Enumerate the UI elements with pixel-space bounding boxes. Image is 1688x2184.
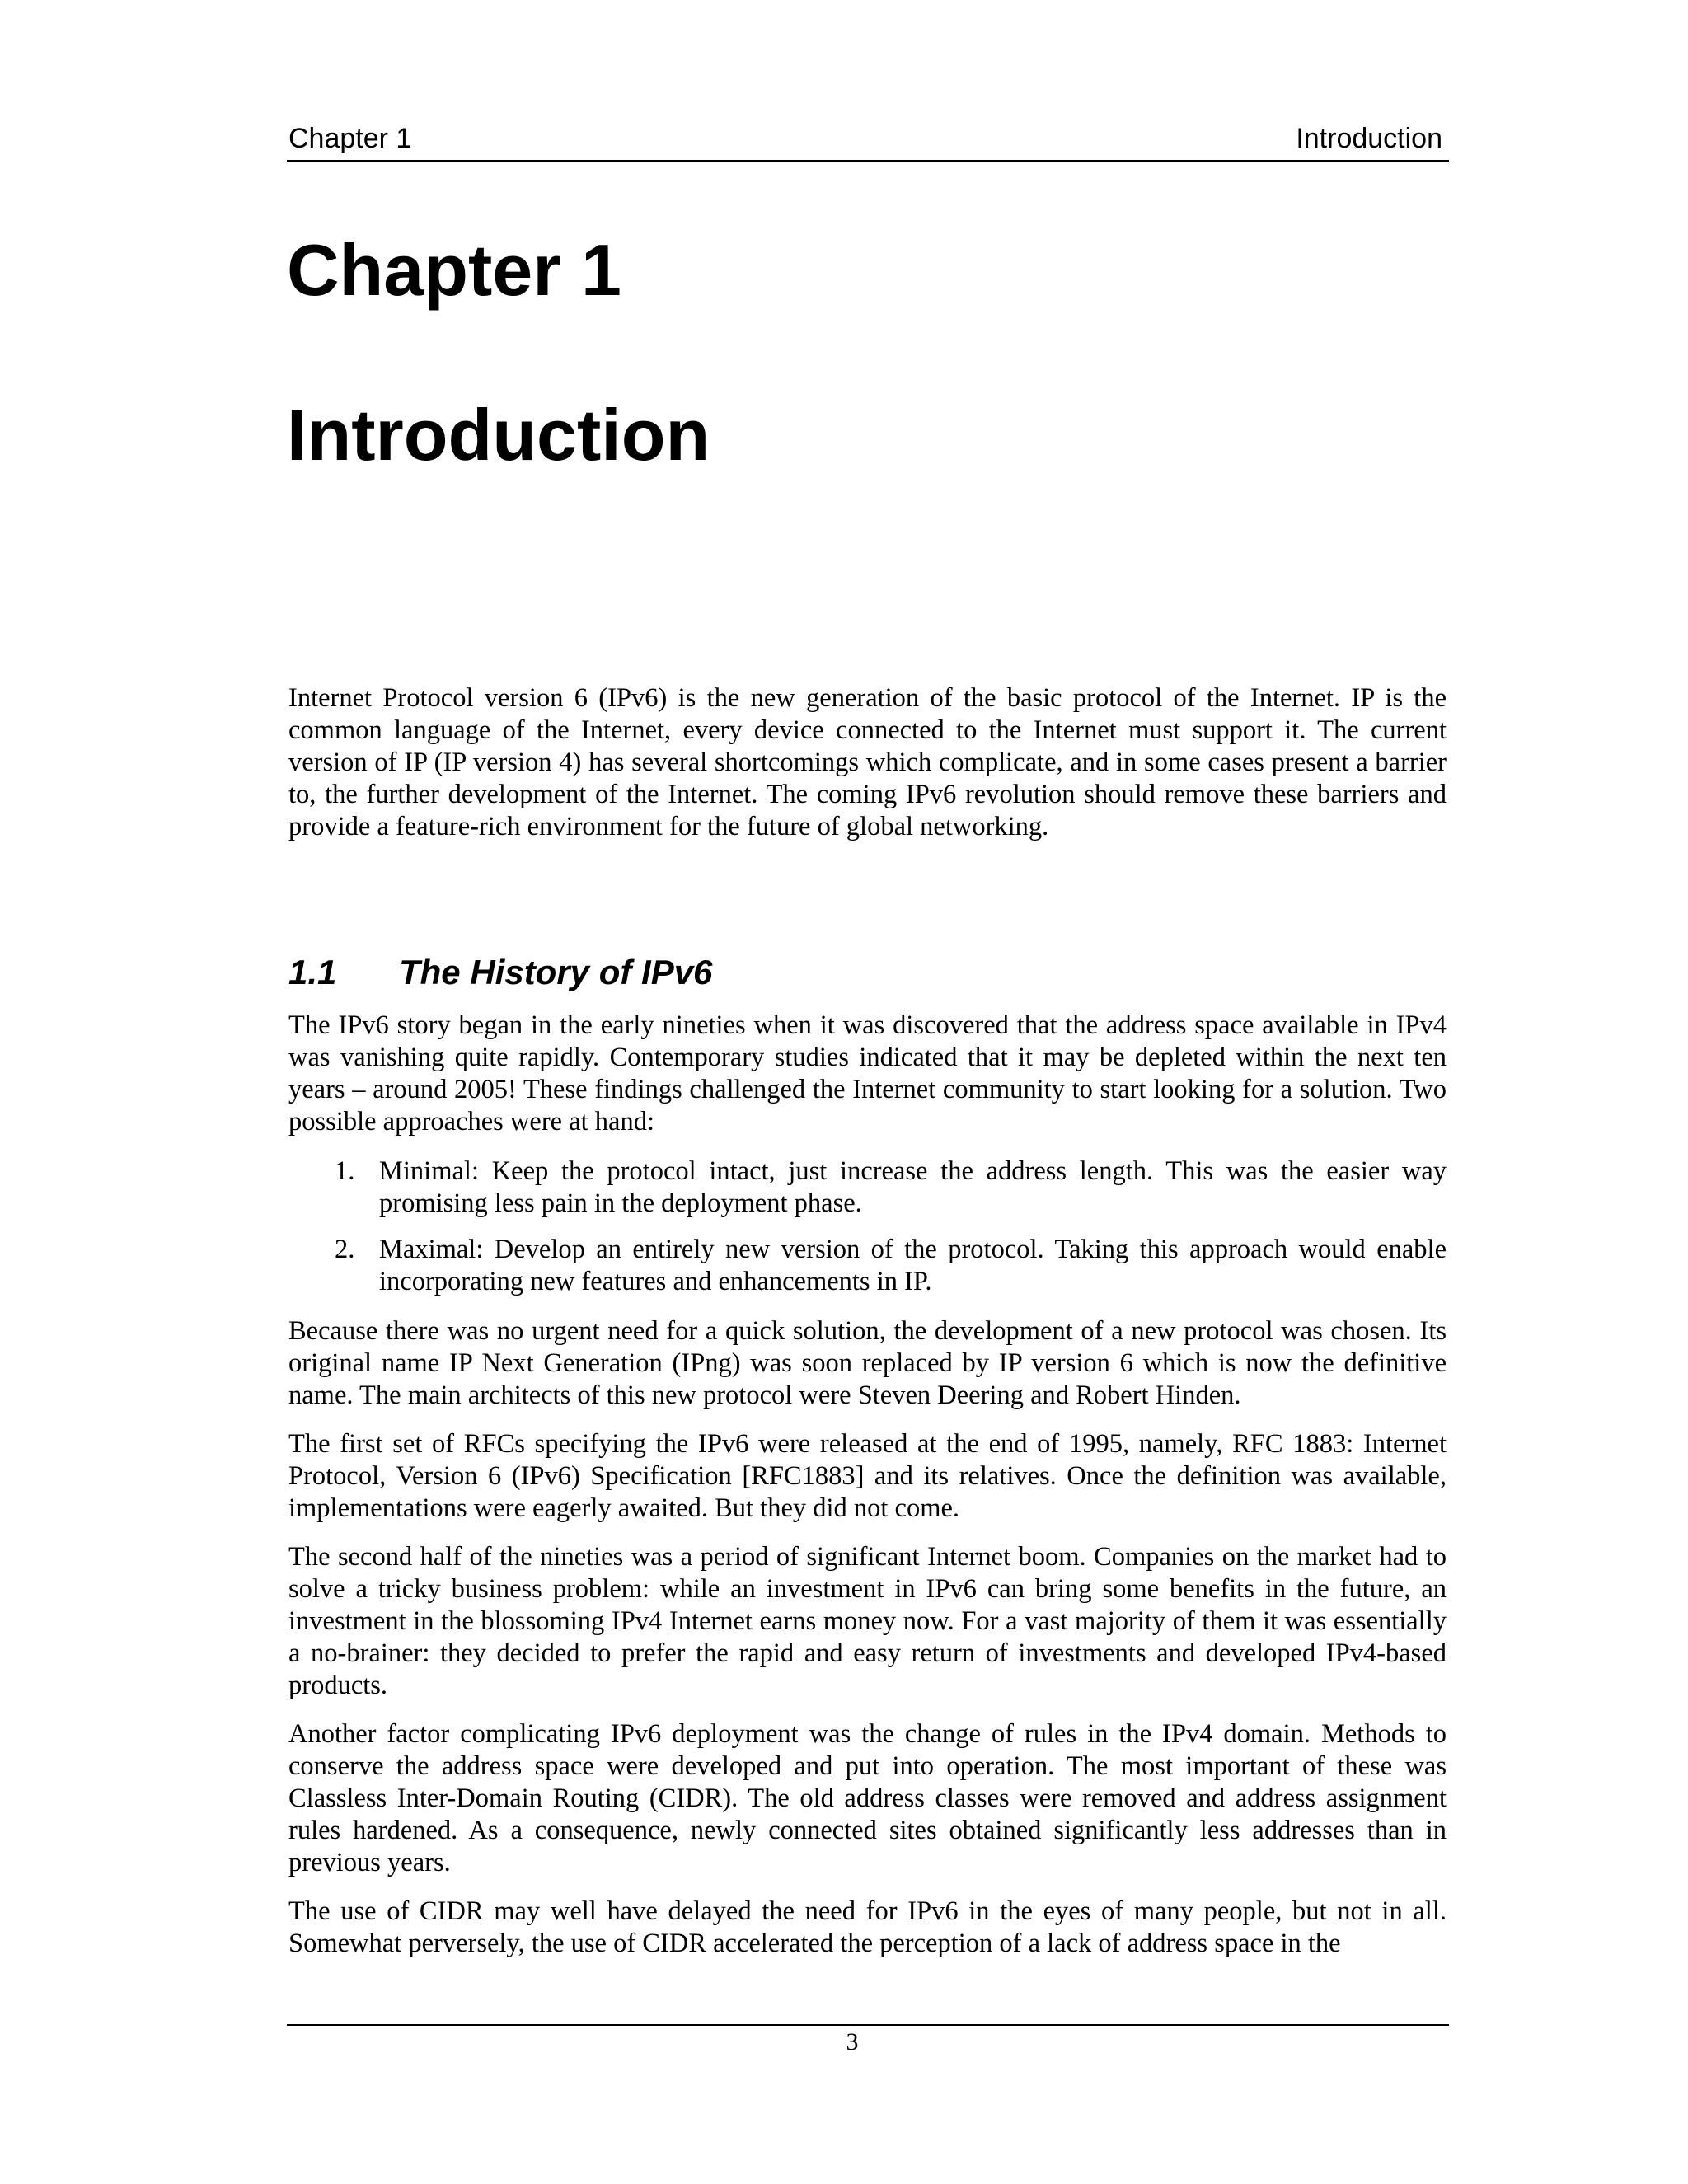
approaches-list bbox=[288, 1155, 1447, 1312]
paragraph-cidr: The use of CIDR may well have delayed the need for IPv6 in the eyes of many people, but not in all. Somewhat perversely, the use of CIDR accelerated the perception of a lack of address space in the bbox=[288, 1896, 1447, 1958]
paragraph-ipv4-rules: Another factor complicating IPv6 deployment was the change of rules in the IPv4 domain. Methods to conserve the address space were developed and put into operation. The most important of these was Classless Inter-Domain Routing (CIDR). The old address classes were removed and address assignment rules hardened. As a consequence, newly connected sites obtained significantly less addresses than in previous years. bbox=[288, 1719, 1447, 1877]
paragraph-rfc-release: The first set of RFCs specifying the IPv6 were released at the end of 1995, namely, RFC 1883: Internet Protocol, Version 6 (IPv6) Specification [RFC1883] and its relatives. Once the definition was available, implementations were eagerly awaited. But they did not come. bbox=[288, 1429, 1447, 1523]
running-header bbox=[287, 120, 1449, 162]
list-item-text: Minimal: Keep the protocol intact, just increase the address length. This was the easier way promising less pain in the deployment phase. bbox=[379, 1156, 1447, 1218]
intro-paragraph: Internet Protocol version 6 (IPv6) is the new generation of the basic protocol of the Internet. IP is the common language of the Internet, every device connected to the Internet must support it. The current version of IP (IP version 4) has several shortcomings which complicate, and in some cases present a barrier to, the further development of the Internet. The coming IPv6 revolution should remove these barriers and provide a feature-rich environment for the future of global networking. bbox=[288, 683, 1447, 841]
chapter-number-heading: Chapter 1 bbox=[287, 229, 621, 311]
paragraph-history-intro: The IPv6 story began in the early nineties when it was discovered that the address space available in IPv4 was vanishing quite rapidly. Contemporary studies indicated that it may be depleted within the next ten years – around 2005! These findings challenged the Internet community to start looking for a solution. Two possible approaches were at hand: bbox=[288, 1010, 1447, 1137]
section-title: The History of IPv6 bbox=[399, 953, 713, 991]
list-item bbox=[288, 1155, 1447, 1220]
footer-divider bbox=[287, 2024, 1449, 2026]
section-number: 1.1 bbox=[288, 953, 337, 991]
list-item-text: Maximal: Develop an entirely new version of the protocol. Taking this approach would enable incorporating new features and enhancements in IP. bbox=[379, 1235, 1447, 1296]
list-item-marker: 2. bbox=[335, 1235, 355, 1264]
list-item bbox=[288, 1234, 1447, 1298]
chapter-title-heading: Introduction bbox=[287, 394, 710, 476]
section-heading bbox=[288, 952, 712, 993]
running-header-chapter: Chapter 1 bbox=[288, 123, 412, 154]
list-item-marker: 1. bbox=[335, 1156, 355, 1186]
running-header-title: Introduction bbox=[1296, 123, 1442, 154]
paragraph-internet-boom: The second half of the nineties was a period of significant Internet boom. Companies on the market had to solve a tricky business problem: while an investment in IPv6 can bring some benefits in the future, an investment in the blossoming IPv4 Internet earns money now. For a vast majority of them it was essentially a no-brainer: they decided to prefer the rapid and easy return of investments and developed IPv4-based products. bbox=[288, 1542, 1447, 1700]
page-number: 3 bbox=[846, 2028, 859, 2055]
paragraph-protocol-choice: Because there was no urgent need for a quick solution, the development of a new protocol was chosen. Its original name IP Next Generation (IPng) was soon replaced by IP version 6 which is now the definitive name. The main architects of this new protocol were Steven Deering and Robert Hinden. bbox=[288, 1316, 1447, 1410]
